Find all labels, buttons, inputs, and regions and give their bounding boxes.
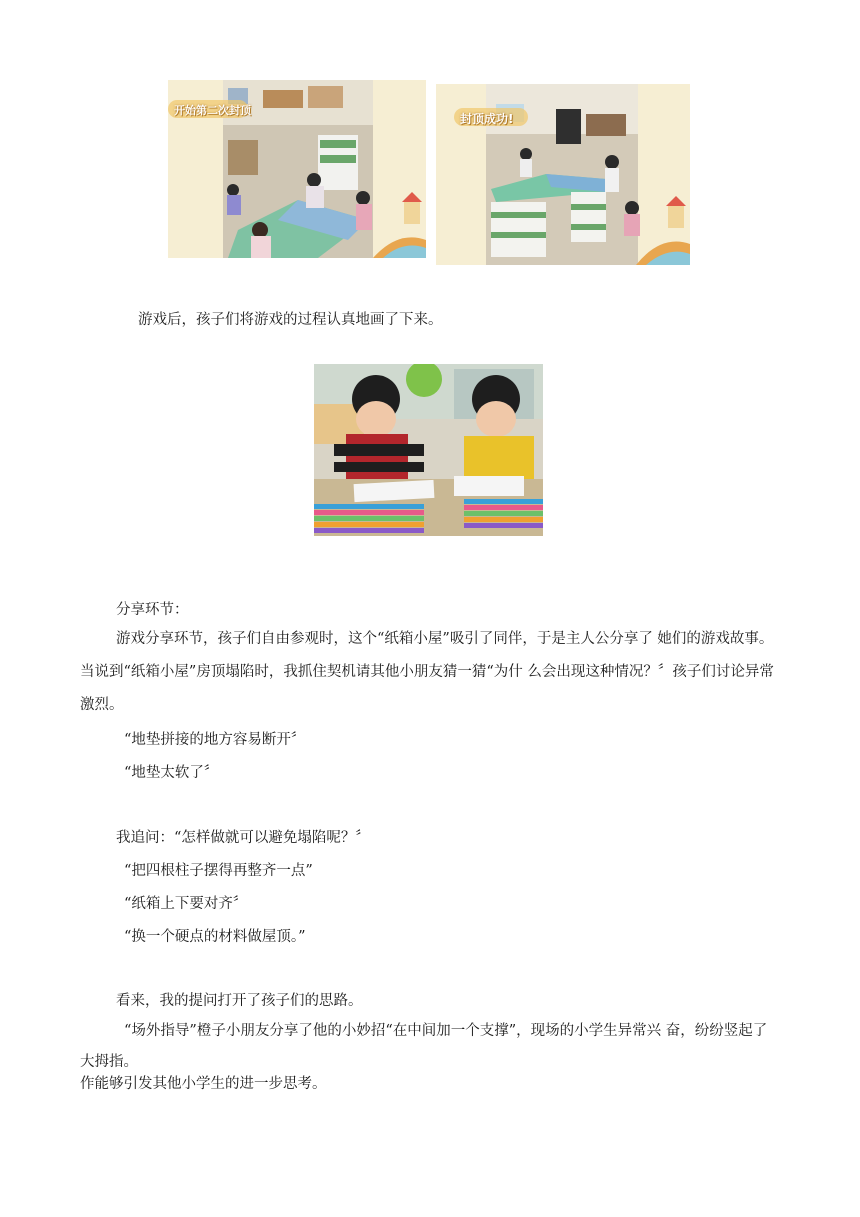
last-line: 作能够引发其他小学生的进一步思考。 (80, 1076, 327, 1092)
photo-children-drawing (314, 364, 543, 536)
quote-harder-material: “换一个硬点的材料做屋顶。” (124, 929, 306, 945)
quote-mat-joint: “地垫拼接的地方容易断开〞 (124, 732, 306, 748)
photo-caption: 开始第二次封顶 (174, 104, 251, 117)
share-paragraph: 游戏分享环节，孩子们自由参观时，这个“纸箱小屋”吸引了同伴，于是主人公分享了 她们的游戏故事。当说到“纸箱小屋”房顶塌陷时，我抓住契机请其他小朋友猜一猜“为什 么会出现这种情况？〞孩子们讨论异常激烈。 (80, 631, 774, 713)
share-heading: 分享环节： (116, 602, 189, 618)
photo-caption: 封顶成功! (460, 112, 514, 126)
guide-paragraph: “场外指导”橙子小朋友分享了他的小妙招“在中间加一个支撑”，现场的小学生异常兴 奋，纷纷竖起了大拇指。 (80, 1023, 768, 1070)
photo-roofing-success (436, 84, 690, 265)
quote-pillars: “把四根柱子摆得再整齐一点” (124, 863, 313, 879)
conclusion-text: 看来，我的提问打开了孩子们的思路。 (116, 993, 363, 1009)
quote-align-boxes: “纸箱上下要对齐〞 (124, 896, 248, 912)
teacher-followup: 我追问：“怎样做就可以避免塌陷呢？〞 (116, 830, 370, 846)
quote-mat-soft: “地垫太软了〞 (124, 765, 219, 781)
after-game-text: 游戏后，孩子们将游戏的过程认真地画了下来。 (138, 312, 443, 328)
photo-second-roofing (168, 80, 426, 258)
